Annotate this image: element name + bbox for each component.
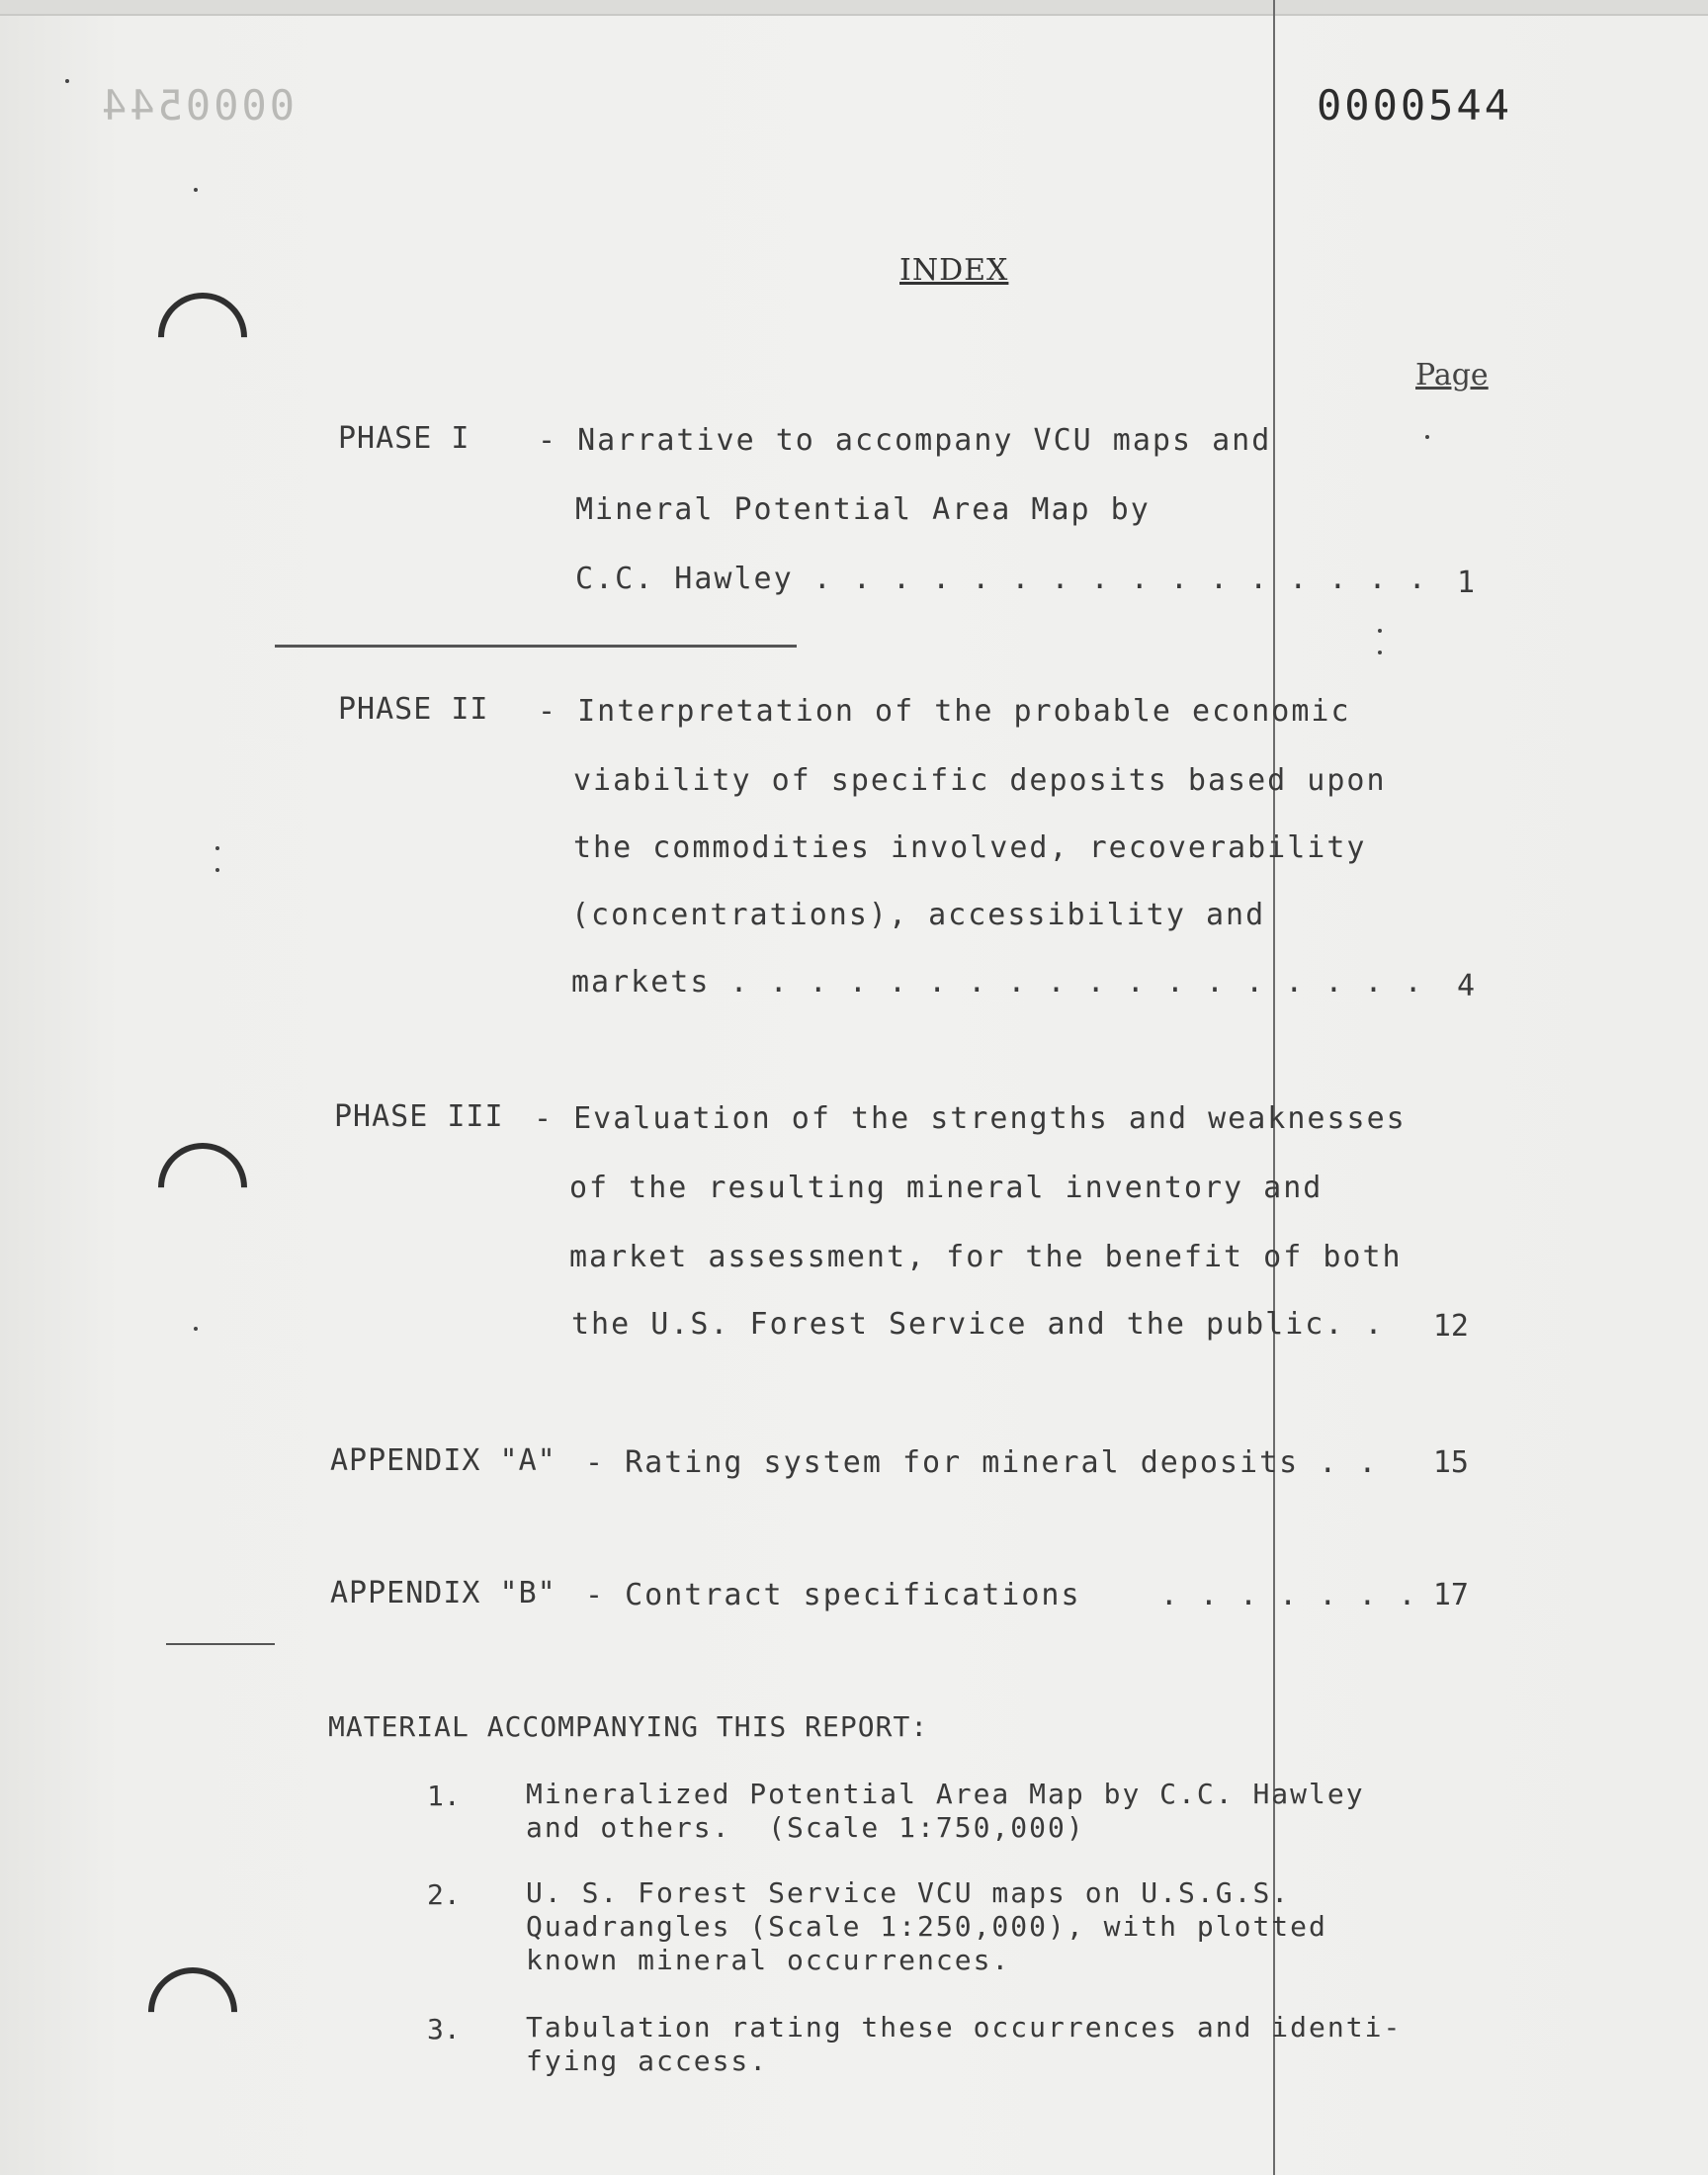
punch-hole-middle xyxy=(139,1124,265,1250)
entry-text-line: the commodities involved, recoverability xyxy=(573,830,1367,865)
document-number-bleedthrough: 0000544 xyxy=(99,81,296,130)
entry-page-number: 4 xyxy=(1456,969,1475,1003)
speck xyxy=(215,846,219,850)
entry-page-number: 17 xyxy=(1432,1578,1469,1612)
entry-text-line: (concentrations), accessibility and xyxy=(571,898,1266,932)
material-item-number: 2. xyxy=(427,1878,461,1911)
entry-text-line: market assessment, for the benefit of both xyxy=(569,1240,1403,1274)
entry-label-phase-3: PHASE III xyxy=(334,1099,504,1134)
entry-text-line: the U.S. Forest Service and the public. . xyxy=(571,1307,1385,1342)
entry-label-phase-2: PHASE II xyxy=(338,692,489,727)
speck xyxy=(215,868,219,872)
entry-text-line: - Rating system for mineral deposits . . xyxy=(585,1445,1379,1480)
index-title: INDEX xyxy=(899,253,1009,288)
material-item-text: Tabulation rating these occurrences and identi- fying access. xyxy=(526,2011,1403,2077)
material-heading: MATERIAL ACCOMPANYING THIS REPORT: xyxy=(328,1710,929,1743)
scan-fold-line xyxy=(1273,0,1275,2175)
entry-label-appendix-b: APPENDIX "B" xyxy=(330,1576,556,1610)
material-item-text: Mineralized Potential Area Map by C.C. Hawley and others. (Scale 1:750,000) xyxy=(526,1778,1365,1844)
speck xyxy=(194,188,198,192)
entry-text-line: - Evaluation of the strengths and weaknesses xyxy=(534,1101,1407,1136)
entry-text-line: C.C. Hawley . . . . . . . . . . . . . . . . xyxy=(575,562,1428,596)
material-item-text: U. S. Forest Service VCU maps on U.S.G.S. Quadrangles (Scale 1:250,000), with plotted known mineral occurrences. xyxy=(526,1876,1327,1976)
margin-rule xyxy=(166,1643,275,1645)
entry-page-number: 1 xyxy=(1456,566,1475,600)
entry-label-phase-1: PHASE I xyxy=(338,421,470,456)
punch-hole-bottom xyxy=(129,1949,255,2074)
speck xyxy=(1425,435,1429,439)
entry-page-number: 12 xyxy=(1432,1309,1469,1344)
speck xyxy=(194,1327,198,1331)
entry-page-number: 15 xyxy=(1432,1445,1469,1480)
material-item-number: 3. xyxy=(427,2013,461,2045)
page-column-header: Page xyxy=(1415,358,1489,392)
speck xyxy=(1378,651,1382,654)
speck xyxy=(65,79,69,83)
entry-text-line: - Interpretation of the probable economic xyxy=(538,694,1351,729)
entry-text-line: viability of specific deposits based upon xyxy=(573,763,1387,798)
entry-text-line: - Contract specifications . . . . . . . xyxy=(585,1578,1418,1612)
material-item-number: 1. xyxy=(427,1780,461,1812)
entry-text-line: of the resulting mineral inventory and xyxy=(569,1171,1324,1205)
entry-text-line: Mineral Potential Area Map by xyxy=(575,492,1151,527)
document-number: 0000544 xyxy=(1317,81,1513,130)
entry-text-line: - Narrative to accompany VCU maps and xyxy=(538,423,1272,458)
entry-text-line: markets . . . . . . . . . . . . . . . . . . xyxy=(571,965,1424,1000)
punch-hole-top xyxy=(139,274,265,399)
speck xyxy=(1378,629,1382,633)
scan-top-edge xyxy=(0,0,1708,16)
entry-label-appendix-a: APPENDIX "A" xyxy=(330,1443,556,1478)
divider-rule xyxy=(275,645,797,648)
